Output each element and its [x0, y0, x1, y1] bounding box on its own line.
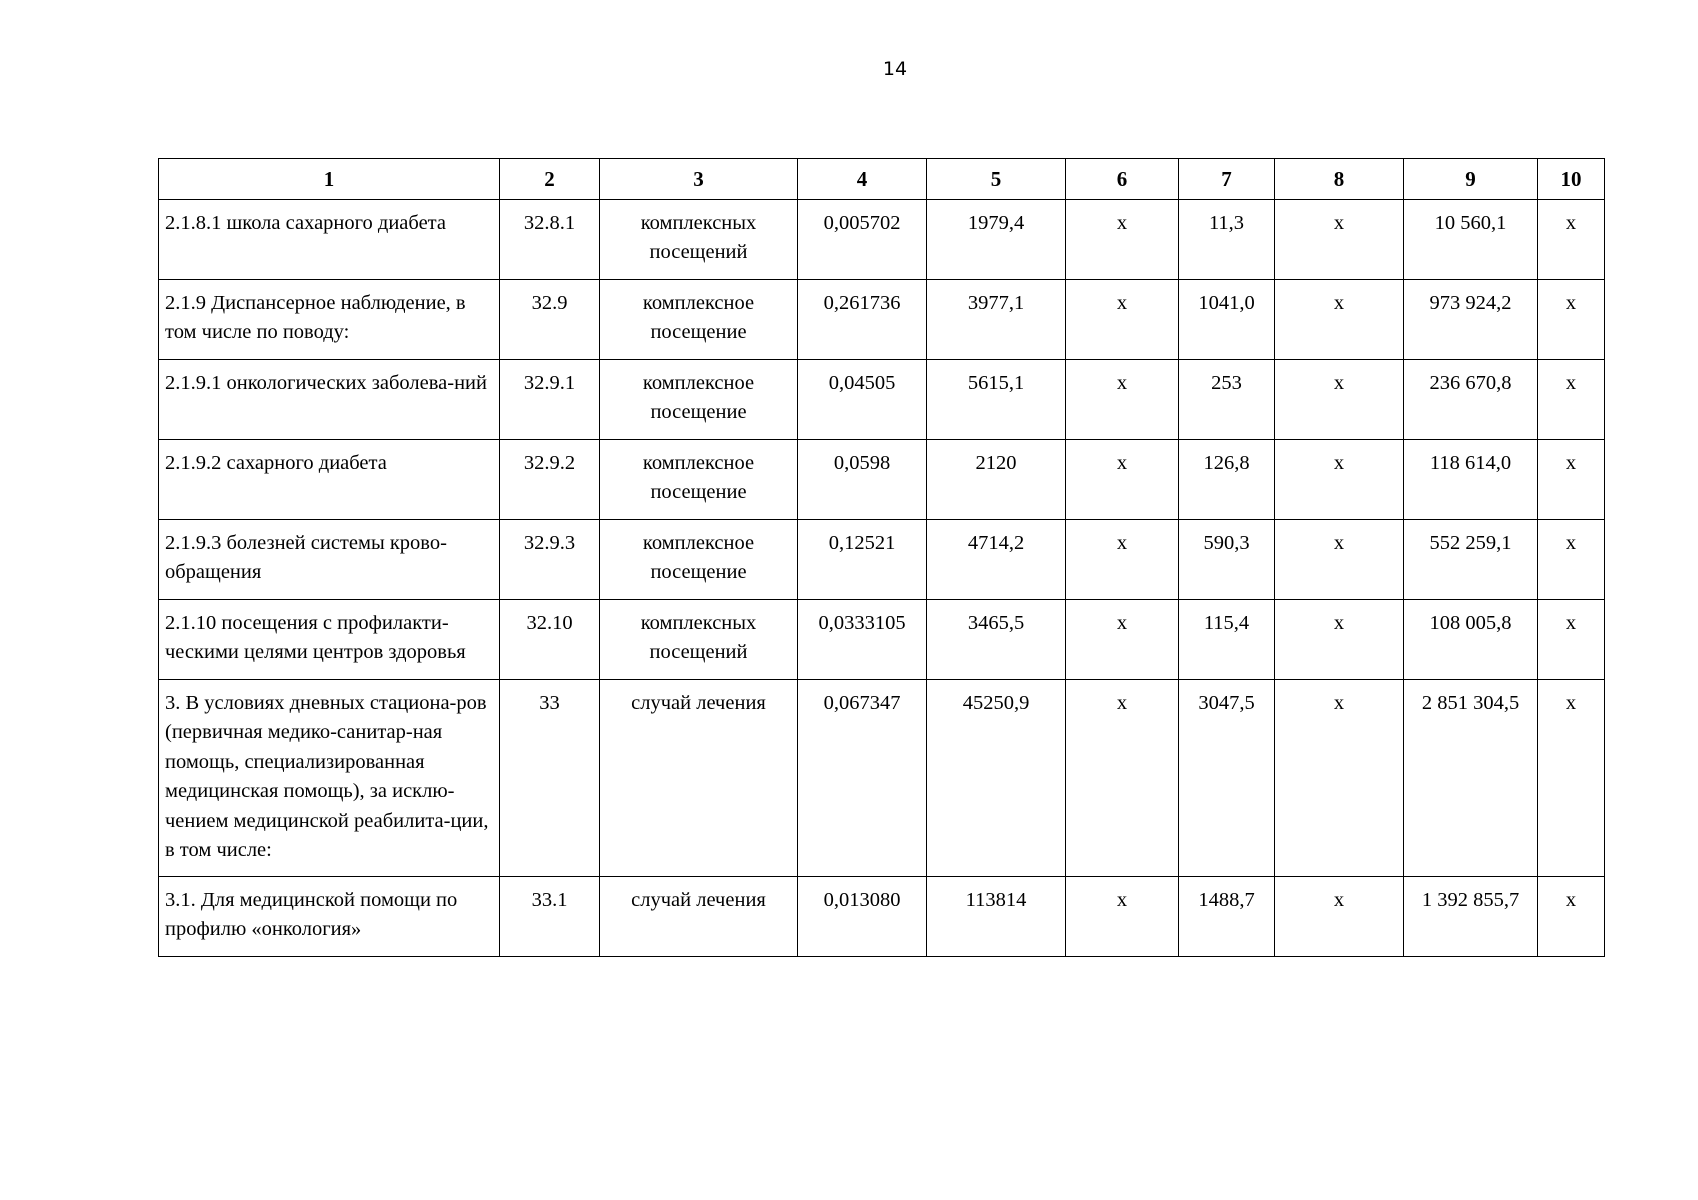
- value-cell: 11,3: [1179, 199, 1275, 279]
- value-cell: 0,067347: [798, 679, 927, 876]
- value-cell: 253: [1179, 359, 1275, 439]
- value-cell: 113814: [927, 876, 1066, 956]
- value-cell: х: [1538, 439, 1605, 519]
- value-cell: х: [1275, 876, 1404, 956]
- column-header: 9: [1404, 159, 1538, 200]
- value-cell: 0,0333105: [798, 599, 927, 679]
- value-cell: 590,3: [1179, 519, 1275, 599]
- column-header: 10: [1538, 159, 1605, 200]
- row-number-cell: 32.9: [500, 279, 600, 359]
- value-cell: 1041,0: [1179, 279, 1275, 359]
- column-header: 2: [500, 159, 600, 200]
- unit-cell: комплексное посещение: [600, 439, 798, 519]
- row-title-cell: 3. В условиях дневных стациона-ров (первичная медико-санитар-ная помощь, специализированная медицинская помощь), за исклю-чением медицинской реабилита-ции, в том числе:: [159, 679, 500, 876]
- value-cell: 1979,4: [927, 199, 1066, 279]
- value-cell: х: [1538, 876, 1605, 956]
- value-cell: х: [1538, 679, 1605, 876]
- row-number-cell: 32.9.2: [500, 439, 600, 519]
- value-cell: х: [1538, 599, 1605, 679]
- column-header: 7: [1179, 159, 1275, 200]
- value-cell: 3047,5: [1179, 679, 1275, 876]
- column-header: 4: [798, 159, 927, 200]
- value-cell: 5615,1: [927, 359, 1066, 439]
- table-row: [159, 599, 1605, 679]
- value-cell: 45250,9: [927, 679, 1066, 876]
- table-row: [159, 199, 1605, 279]
- row-title-cell: 2.1.8.1 школа сахарного диабета: [159, 199, 500, 279]
- value-cell: х: [1275, 439, 1404, 519]
- value-cell: 236 670,8: [1404, 359, 1538, 439]
- value-cell: х: [1066, 519, 1179, 599]
- unit-cell: комплексных посещений: [600, 599, 798, 679]
- value-cell: х: [1275, 359, 1404, 439]
- value-cell: 3465,5: [927, 599, 1066, 679]
- value-cell: х: [1066, 679, 1179, 876]
- unit-cell: случай лечения: [600, 876, 798, 956]
- unit-cell: комплексное посещение: [600, 359, 798, 439]
- column-header: 5: [927, 159, 1066, 200]
- value-cell: х: [1066, 876, 1179, 956]
- value-cell: 118 614,0: [1404, 439, 1538, 519]
- column-header: 3: [600, 159, 798, 200]
- table-row: [159, 519, 1605, 599]
- value-cell: 126,8: [1179, 439, 1275, 519]
- value-cell: х: [1538, 359, 1605, 439]
- row-title-cell: 2.1.9.3 болезней системы крово-обращения: [159, 519, 500, 599]
- column-header: 8: [1275, 159, 1404, 200]
- row-title-cell: 3.1. Для медицинской помощи по профилю «онкология»: [159, 876, 500, 956]
- table-row: [159, 876, 1605, 956]
- value-cell: х: [1275, 199, 1404, 279]
- value-cell: х: [1275, 679, 1404, 876]
- column-header: 1: [159, 159, 500, 200]
- row-title-cell: 2.1.9 Диспансерное наблюдение, в том числе по поводу:: [159, 279, 500, 359]
- row-number-cell: 33.1: [500, 876, 600, 956]
- value-cell: х: [1538, 519, 1605, 599]
- value-cell: х: [1275, 519, 1404, 599]
- unit-cell: случай лечения: [600, 679, 798, 876]
- value-cell: 0,261736: [798, 279, 927, 359]
- value-cell: х: [1066, 359, 1179, 439]
- value-cell: 2120: [927, 439, 1066, 519]
- value-cell: х: [1066, 439, 1179, 519]
- value-cell: х: [1066, 199, 1179, 279]
- value-cell: х: [1538, 279, 1605, 359]
- value-cell: 0,12521: [798, 519, 927, 599]
- value-cell: 2 851 304,5: [1404, 679, 1538, 876]
- value-cell: 552 259,1: [1404, 519, 1538, 599]
- value-cell: 4714,2: [927, 519, 1066, 599]
- data-table: [158, 158, 1605, 957]
- value-cell: 1488,7: [1179, 876, 1275, 956]
- header-row: [159, 159, 1605, 200]
- table-row: [159, 439, 1605, 519]
- row-number-cell: 32.8.1: [500, 199, 600, 279]
- unit-cell: комплексное посещение: [600, 519, 798, 599]
- value-cell: х: [1275, 279, 1404, 359]
- row-number-cell: 32.10: [500, 599, 600, 679]
- row-title-cell: 2.1.9.2 сахарного диабета: [159, 439, 500, 519]
- value-cell: х: [1066, 599, 1179, 679]
- unit-cell: комплексное посещение: [600, 279, 798, 359]
- value-cell: 1 392 855,7: [1404, 876, 1538, 956]
- value-cell: 0,013080: [798, 876, 927, 956]
- row-number-cell: 33: [500, 679, 600, 876]
- unit-cell: комплексных посещений: [600, 199, 798, 279]
- row-title-cell: 2.1.10 посещения с профилакти-ческими целями центров здоровья: [159, 599, 500, 679]
- value-cell: 115,4: [1179, 599, 1275, 679]
- table-row: [159, 679, 1605, 876]
- value-cell: 0,0598: [798, 439, 927, 519]
- table-row: [159, 279, 1605, 359]
- column-header: 6: [1066, 159, 1179, 200]
- value-cell: 3977,1: [927, 279, 1066, 359]
- row-number-cell: 32.9.1: [500, 359, 600, 439]
- row-title-cell: 2.1.9.1 онкологических заболева-ний: [159, 359, 500, 439]
- value-cell: 108 005,8: [1404, 599, 1538, 679]
- value-cell: х: [1275, 599, 1404, 679]
- value-cell: х: [1538, 199, 1605, 279]
- value-cell: х: [1066, 279, 1179, 359]
- value-cell: 0,005702: [798, 199, 927, 279]
- value-cell: 973 924,2: [1404, 279, 1538, 359]
- value-cell: 10 560,1: [1404, 199, 1538, 279]
- row-number-cell: 32.9.3: [500, 519, 600, 599]
- table-row: [159, 359, 1605, 439]
- value-cell: 0,04505: [798, 359, 927, 439]
- page-number: 14: [882, 58, 908, 80]
